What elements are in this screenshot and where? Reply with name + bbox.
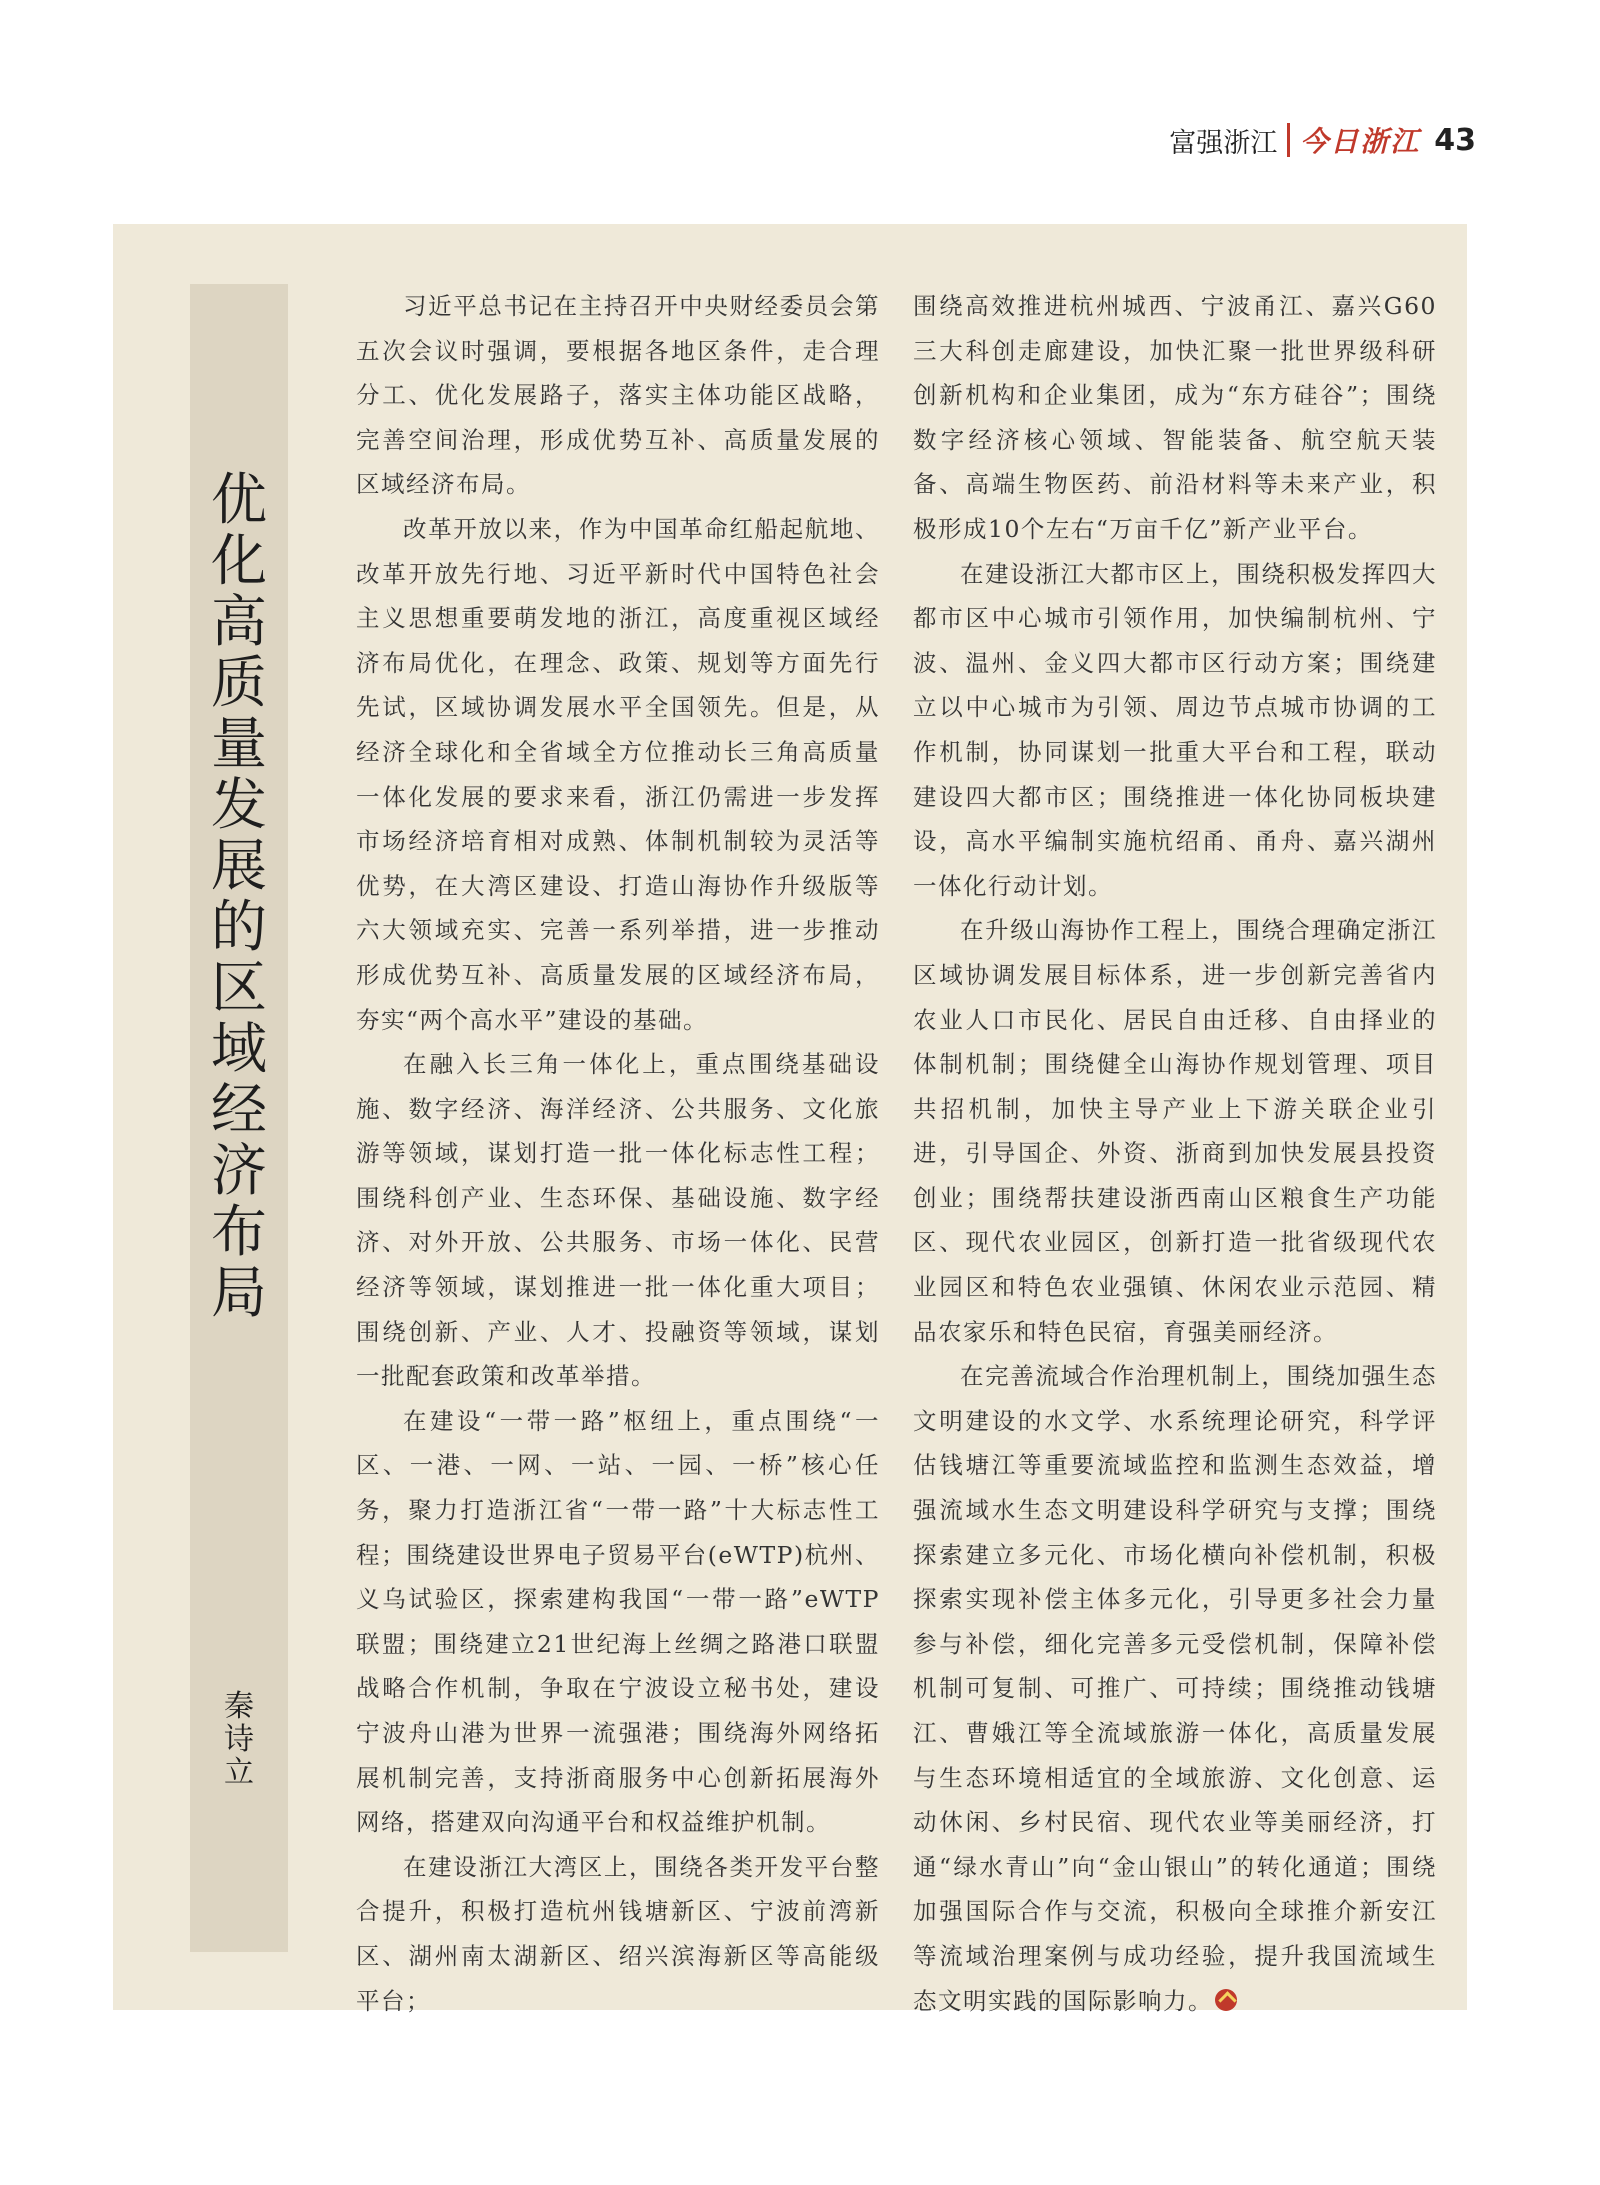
last-paragraph-text: 在完善流域合作治理机制上，围绕加强生态文明建设的水文学、水系统理论研究，科学评估钱塘江等重要流域监控和监测生态效益，增强流域水生态文明建设科学研究与支撑；围绕探索建立多元化、市场化横向补偿机制，积极探索实现补偿主体多元化，引导更多社会力量参与补偿，细化完善多元受偿机制，保障补偿机制可复制、可推广、可持续；围绕推动钱塘江、曹娥江等全流域旅游一体化，高质量发展与生态环境相适宜的全域旅游、文化创意、运动休闲、乡村民宿、现代农业等美丽经济，打通“绿水青山”向“金山银山”的转化通道；围绕加强国际合作与交流，积极向全球推介新安江等流域治理案例与成功经验，提升我国流域生态文明实践的国际影响力。 xyxy=(913,1362,1437,2015)
paragraph: 在建设“一带一路”枢纽上，重点围绕“一区、一港、一网、一站、一园、一桥”核心任务，聚力打造浙江省“一带一路”十大标志性工程；围绕建设世界电子贸易平台(eWTP)杭州、义乌试验区，探索建构我国“一带一路”eWTP联盟；围绕建立21世纪海上丝绸之路港口联盟战略合作机制，争取在宁波设立秘书处，建设宁波舟山港为世界一流强港；围绕海外网络拓展机制完善，支持浙商服务中心创新拓展海外网络，搭建双向沟通平台和权益维护机制。 xyxy=(356,1406,880,1837)
paragraph: 在建设浙江大湾区上，围绕各类开发平台整合提升，积极打造杭州钱塘新区、宁波前湾新区、湖州南太湖新区、绍兴滨海新区等高能级平台； xyxy=(356,1852,880,2015)
text-column-2 xyxy=(913,284,1437,2023)
end-mark-icon xyxy=(1215,1989,1237,2011)
paragraph-continuation: 围绕高效推进杭州城西、宁波甬江、嘉兴G60三大科创走廊建设，加快汇聚一批世界级科研创新机构和企业集团，成为“东方硅谷”；围绕数字经济核心领域、智能装备、航空航天装备、高端生物医药、前沿材料等未来产业，积极形成10个左右“万亩千亿”新产业平台。 xyxy=(913,292,1437,543)
paragraph: 改革开放以来，作为中国革命红船起航地、改革开放先行地、习近平新时代中国特色社会主义思想重要萌发地的浙江，高度重视区域经济布局优化，在理念、政策、规划等方面先行先试，区域协调发展水平全国领先。但是，从经济全球化和全省域全方位推动长三角高质量一体化发展的要求来看，浙江仍需进一步发挥市场经济培育相对成熟、体制机制较为灵活等优势，在大湾区建设、打造山海协作升级版等六大领域充实、完善一系列举措，进一步推动形成优势互补、高质量发展的区域经济布局，夯实“两个高水平”建设的基础。 xyxy=(356,514,880,1034)
section-name: 富强浙江 xyxy=(1169,127,1278,159)
text-column-1 xyxy=(356,284,880,2023)
paragraph: 在建设浙江大都市区上，围绕积极发挥四大都市区中心城市引领作用，加快编制杭州、宁波、温州、金义四大都市区行动方案；围绕建立以中心城市为引领、周边节点城市协调的工作机制，协同谋划一批重大平台和工程，联动建设四大都市区；围绕推进一体化协同板块建设，高水平编制实施杭绍甬、甬舟、嘉兴湖州一体化行动计划。 xyxy=(913,559,1437,900)
paragraph: 习近平总书记在主持召开中央财经委员会第五次会议时强调，要根据各地区条件，走合理分工、优化发展路子，落实主体功能区战略，完善空间治理，形成优势互补、高质量发展的区域经济布局。 xyxy=(356,292,880,499)
paragraph: 在融入长三角一体化上，重点围绕基础设施、数字经济、海洋经济、公共服务、文化旅游等领域，谋划打造一批一体化标志性工程；围绕科创产业、生态环保、基础设施、数字经济、对外开放、公共服务、市场一体化、民营经济等领域，谋划推进一批一体化重大项目；围绕创新、产业、人才、投融资等领域，谋划一批配套政策和改革举措。 xyxy=(356,1050,880,1391)
article-author: 秦诗立 xyxy=(224,1689,254,1790)
page-header xyxy=(1169,118,1476,162)
page-number: 43 xyxy=(1434,122,1476,158)
magazine-logo: 今日浙江 xyxy=(1300,125,1421,158)
header-divider xyxy=(1287,123,1290,157)
paragraph-last xyxy=(913,1354,1437,2023)
article-title: 优化高质量发展的区域经济布局 xyxy=(211,468,267,1326)
paragraph: 在升级山海协作工程上，围绕合理确定浙江区域协调发展目标体系，进一步创新完善省内农业人口市民化、居民自由迁移、自由择业的体制机制；围绕健全山海协作规划管理、项目共招机制，加快主导产业上下游关联企业引进，引导国企、外资、浙商到加快发展县投资创业；围绕帮扶建设浙西南山区粮食生产功能区、现代农业园区，创新打造一批省级现代农业园区和特色农业强镇、休闲农业示范园、精品农家乐和特色民宿，育强美丽经济。 xyxy=(913,916,1437,1346)
